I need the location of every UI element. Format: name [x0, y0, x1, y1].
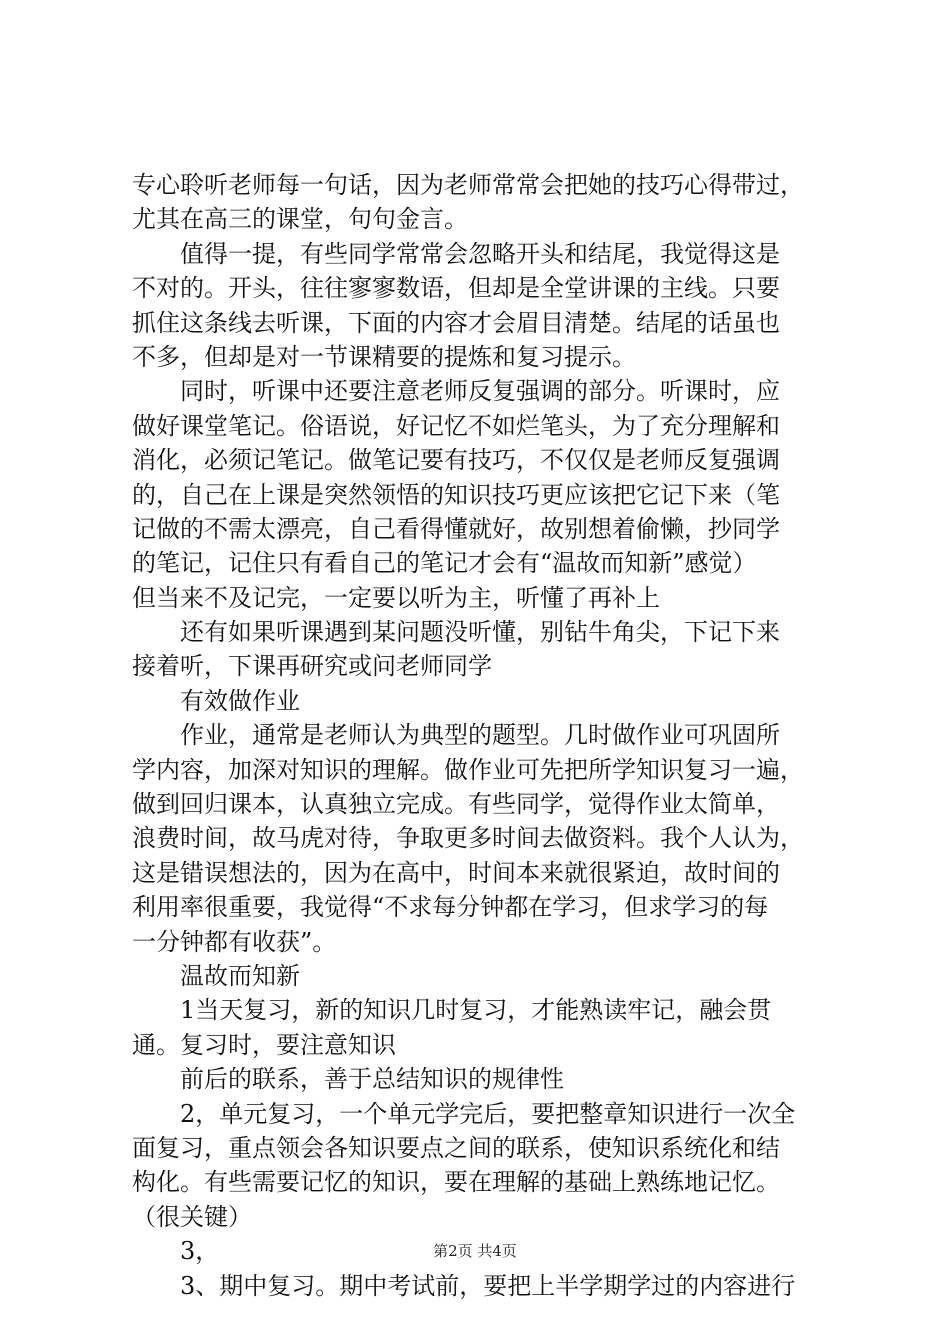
text-line: 浪费时间，故马虎对待，争取更多时间去做资料。我个人认为， — [132, 824, 804, 853]
text-line: 消化，必须记笔记。做笔记要有技巧，不仅仅是老师反复强调 — [132, 446, 780, 475]
text-line: 不多，但却是对一节课精要的提炼和复习提示。 — [132, 342, 636, 371]
text-line: 通。复习时，要注意知识 — [132, 1030, 396, 1059]
text-line: 一分钟都有收获”。 — [132, 927, 337, 956]
text-line: 这是错误想法的，因为在高中，时间本来就很紧迫，故时间的 — [132, 858, 780, 887]
text-line: 学内容，加深对知识的理解。做作业可先把所学知识复习一遍， — [132, 755, 804, 784]
text-line: 还有如果听课遇到某问题没听懂，别钻牛角尖，下记下来 — [132, 618, 780, 647]
text-line: 做好课堂笔记。俗语说，好记忆不如烂笔头，为了充分理解和 — [132, 411, 780, 440]
document-body — [132, 168, 832, 1303]
text-line: 但当来不及记完，一定要以听为主，听懂了再补上 — [132, 583, 660, 612]
text-line: 值得一提，有些同学常常会忽略开头和结尾，我觉得这是 — [132, 239, 780, 268]
text-line: 不对的。开头，往往寥寥数语，但却是全堂讲课的主线。只要 — [132, 274, 780, 303]
text-line: 面复习，重点领会各知识要点之间的联系，使知识系统化和结 — [132, 1133, 780, 1162]
text-line: （很关键） — [132, 1202, 252, 1231]
section-heading: 有效做作业 — [132, 686, 300, 715]
text-line: 利用率很重要，我觉得“不求每分钟都在学习，但求学习的每 — [132, 893, 769, 922]
page-footer: 第2页 共4页 — [433, 1242, 517, 1260]
text-line: 专心聆听老师每一句话，因为老师常常会把她的技巧心得带过， — [132, 171, 804, 199]
text-line: 抓住这条线去听课，下面的内容才会眉目清楚。结尾的话虽也 — [132, 308, 780, 337]
text-line: 接着听，下课再研究或问老师同学 — [132, 652, 492, 681]
text-line: 2，单元复习，一个单元学完后，要把整章知识进行一次全 — [132, 1099, 796, 1128]
text-line: 的笔记，记住只有看自己的笔记才会有“温故而知新”感觉） — [132, 549, 757, 578]
text-line: 1当天复习，新的知识几时复习，才能熟读牢记，融会贯 — [132, 996, 772, 1025]
text-line: 前后的联系，善于总结知识的规律性 — [132, 1065, 564, 1094]
text-line: 的，自己在上课是突然领悟的知识技巧更应该把它记下来（笔 — [132, 480, 780, 509]
text-line: 做到回归课本，认真独立完成。有些同学，觉得作业太简单， — [132, 790, 780, 819]
section-heading: 温故而知新 — [132, 961, 300, 990]
text-line: 3、期中复习。期中考试前，要把上半学期学过的内容进行 — [132, 1271, 796, 1300]
text-line: 同时，听课中还要注意老师反复强调的部分。听课时，应 — [132, 377, 780, 406]
text-line: 3， — [132, 1237, 220, 1266]
text-line: 作业，通常是老师认为典型的题型。几时做作业可巩固所 — [132, 721, 780, 750]
text-line: 构化。有些需要记忆的知识，要在理解的基础上熟练地记忆。 — [132, 1168, 780, 1197]
text-line: 尤其在高三的课堂，句句金言。 — [132, 205, 468, 234]
text-line: 记做的不需太漂亮，自己看得懂就好，故别想着偷懒，抄同学 — [132, 514, 780, 543]
